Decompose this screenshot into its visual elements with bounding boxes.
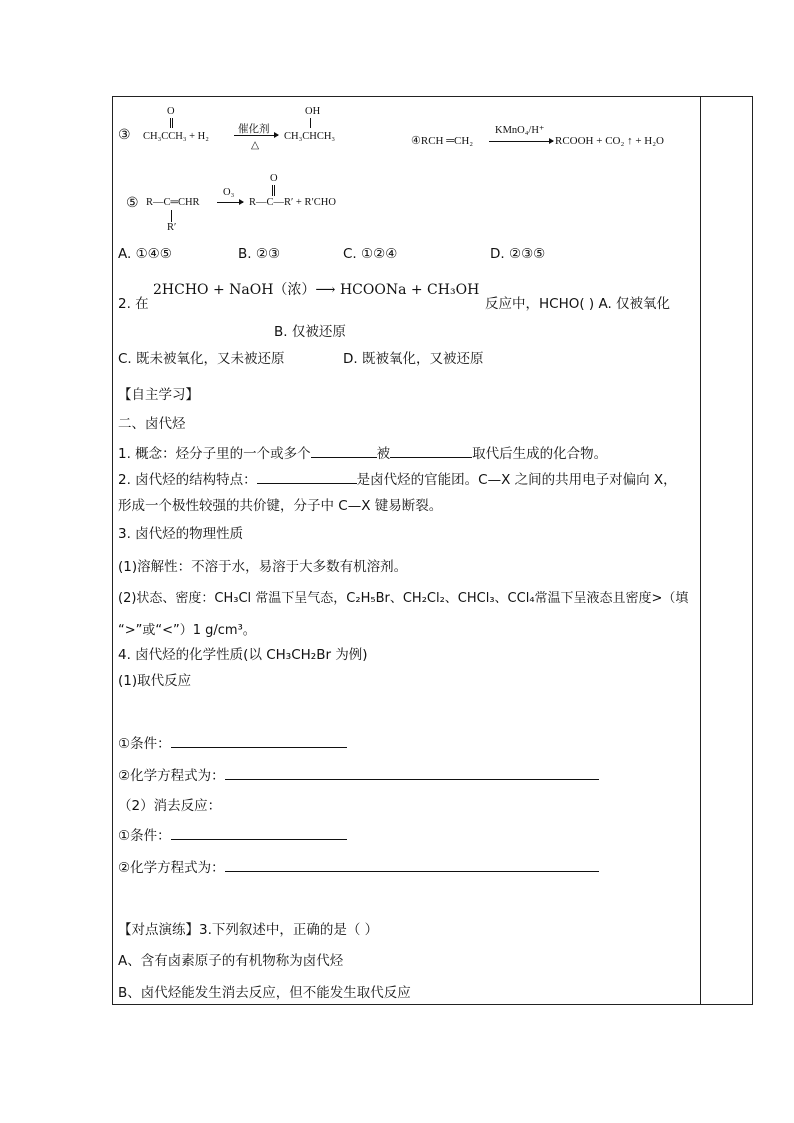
elimination-equation-label: ②化学方程式为： (118, 860, 225, 876)
reaction-4-arrow (489, 141, 553, 142)
substitution-heading: (1)取代反应 (118, 673, 192, 689)
structure-line-2: 形成一个极性较强的共价键，分子中 C—X 键易断裂。 (118, 498, 443, 514)
q2-option-b: B. 仅被还原 (274, 324, 346, 340)
reaction-3-reactants: CH₃CCH₃ + H₂ (143, 131, 209, 142)
self-study-heading: 【自主学习】 (118, 387, 199, 403)
reaction-3-carbonyl-o: O (167, 106, 175, 117)
reaction-5-arrowhead (239, 199, 244, 205)
elimination-condition-blank[interactable] (171, 827, 347, 840)
reaction-5-r-prime: R′ (167, 222, 177, 233)
q2-suffix: 反应中，HCHO( ) A. 仅被氧化 (485, 296, 671, 312)
q2-prefix: 2. 在 (118, 296, 149, 312)
substitution-condition-label: ①条件： (118, 736, 171, 752)
reaction-3-heat: △ (251, 140, 260, 151)
concept-blank-2[interactable] (390, 445, 472, 458)
concept-text-a: 1. 概念：烃分子里的一个或多个 (118, 446, 311, 462)
reaction-5-reactant: R—C═CHR (146, 197, 200, 208)
elimination-condition (118, 824, 347, 844)
reaction-3-oh-bond (310, 118, 311, 128)
substitution-condition-blank[interactable] (171, 735, 347, 748)
physical-props-heading: 3. 卤代烃的物理性质 (118, 526, 244, 542)
practice-question: 【对点演练】3.下列叙述中，正确的是（ ） (118, 922, 379, 938)
elimination-heading: （2）消去反应： (118, 798, 222, 814)
substitution-equation-label: ②化学方程式为： (118, 768, 225, 784)
chemical-props-heading: 4. 卤代烃的化学性质(以 CH₃CH₂Br 为例) (118, 647, 368, 663)
elimination-condition-label: ①条件： (118, 828, 171, 844)
structure-text-b: 是卤代烃的官能团。C—X 之间的共用电子对偏向 X， (356, 472, 677, 488)
reaction-5-label: ⑤ (126, 196, 139, 211)
reaction-3-double-bond-2 (172, 118, 173, 128)
reaction-3-hydroxyl: OH (305, 106, 321, 117)
reaction-5-double-bond-2 (274, 185, 275, 196)
structure-line (118, 468, 677, 488)
reaction-5-r-bond (171, 210, 172, 222)
reaction-3-arrow (234, 135, 278, 136)
concept-text-b: 被 (376, 446, 391, 462)
substitution-equation (118, 764, 599, 784)
reaction-3-label: ③ (118, 128, 131, 143)
q2-equation: 2HCHO + NaOH（浓）⟶ HCOONa + CH₃OH (153, 282, 480, 298)
section-title: 二、卤代烃 (118, 416, 186, 432)
reaction-5-reagent: O₃ (223, 187, 235, 198)
reaction-5-product: R—C—R′ + R′CHO (249, 197, 336, 208)
column-divider (700, 96, 701, 1005)
structure-blank[interactable] (257, 471, 357, 484)
state-density-line: (2)状态、密度：CH₃Cl 常温下呈气态，C₂H₅Br、CH₂Cl₂、CHCl₃、CCl₄常温下呈液态且密度>（填 (118, 591, 689, 606)
reaction-4-product: RCOOH + CO₂ ↑ + H₂O (555, 135, 665, 147)
q2-option-c: C. 既未被氧化，又未被还原 (118, 351, 285, 367)
q1-option-c: C. ①②④ (343, 246, 398, 262)
state-density-line-2: “>”或“<”）1 g/cm³。 (118, 623, 256, 638)
q1-option-a: A. ①④⑤ (118, 246, 172, 262)
elimination-equation (118, 856, 599, 876)
q1-option-b: B. ②③ (238, 246, 281, 262)
concept-line (118, 442, 607, 462)
practice-option-a: A、含有卤素原子的有机物称为卤代烃 (118, 953, 344, 969)
concept-text-c: 取代后生成的化合物。 (472, 446, 608, 462)
reaction-5-carbonyl-o: O (270, 173, 278, 184)
reaction-4-reagent: KMnO₄/H⁺ (495, 125, 545, 136)
reaction-5-double-bond (272, 185, 273, 196)
reaction-3-product: CH₃CHCH₃ (284, 131, 336, 142)
reaction-3-double-bond (170, 118, 171, 128)
reaction-4-arrowhead (549, 138, 554, 144)
substitution-equation-blank[interactable] (225, 767, 599, 780)
substitution-condition (118, 732, 347, 752)
practice-option-b: B、卤代烃能发生消去反应，但不能发生取代反应 (118, 985, 411, 1001)
reaction-3-catalyst: 催化剂 (238, 124, 270, 135)
reaction-4-reactant: ④RCH ═CH₂ (411, 135, 474, 147)
q1-option-d: D. ②③⑤ (490, 246, 546, 262)
solubility-line: (1)溶解性：不溶于水，易溶于大多数有机溶剂。 (118, 559, 408, 575)
concept-blank-1[interactable] (311, 445, 377, 458)
reaction-3-arrowhead (274, 132, 279, 138)
structure-text-a: 2. 卤代烃的结构特点： (118, 472, 257, 488)
elimination-equation-blank[interactable] (225, 859, 599, 872)
q2-option-d: D. 既被氧化，又被还原 (343, 351, 484, 367)
